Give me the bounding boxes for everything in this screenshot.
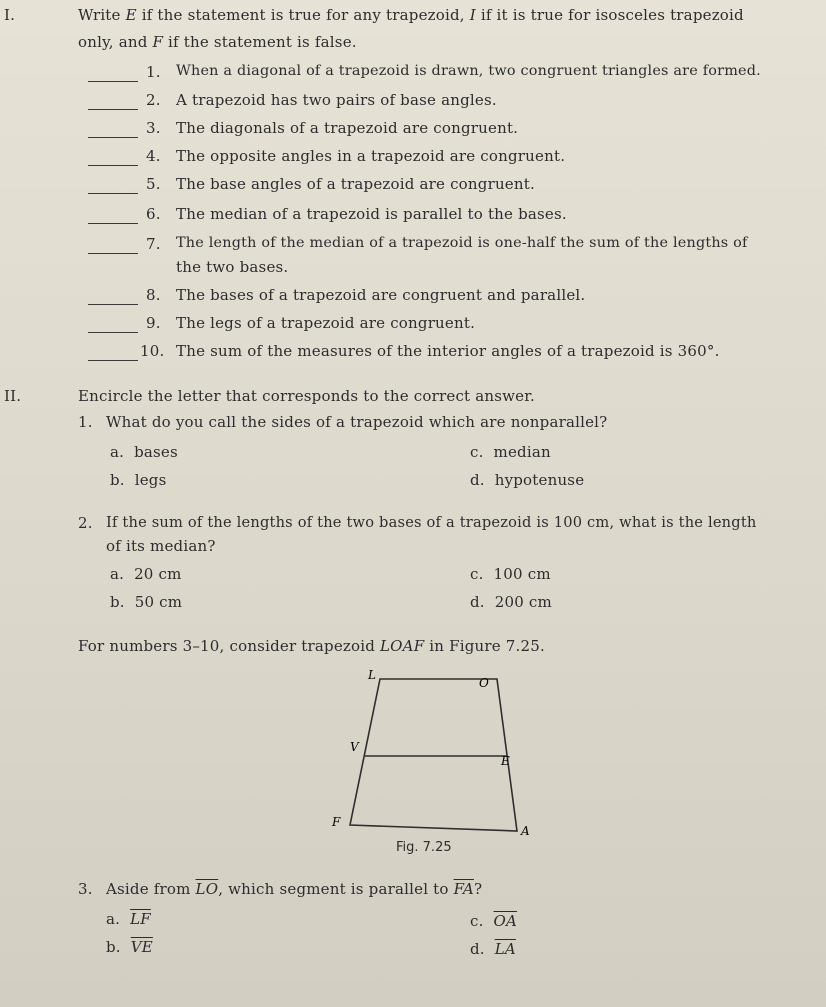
q3-text: Aside from $\overline{LO}$, which segment is parallel to $\overline{FA}$? <box>106 880 483 898</box>
answer-blank-7[interactable] <box>88 253 138 254</box>
q2-option-c[interactable]: c. 100 cm <box>470 565 551 583</box>
item-2-text: A trapezoid has two pairs of base angles. <box>176 91 497 109</box>
item-6-text: The median of a trapezoid is parallel to the bases. <box>176 205 567 223</box>
q3-option-c[interactable]: c. $\overline{OA}$ <box>470 912 518 930</box>
item-3-number: 3. <box>146 119 161 137</box>
item-8-text: The bases of a trapezoid are congruent and parallel. <box>176 286 586 304</box>
answer-blank-8[interactable] <box>88 304 138 305</box>
q2-text: If the sum of the lengths of the two bases of a trapezoid is 100 cm, what is the length <box>106 514 757 531</box>
point-e: E <box>501 754 510 768</box>
figure-caption: Fig. 7.25 <box>396 840 452 855</box>
item-7-text: The length of the median of a trapezoid is one-half the sum of the lengths of <box>176 235 748 251</box>
item-1-text: When a diagonal of a trapezoid is drawn, two congruent triangles are formed. <box>176 63 761 79</box>
q1-option-c[interactable]: c. median <box>470 443 551 461</box>
item-7-text-cont: the two bases. <box>176 258 289 276</box>
q1-option-b[interactable]: b. legs <box>110 471 167 489</box>
item-9-text: The legs of a trapezoid are congruent. <box>176 314 476 332</box>
q3-option-d[interactable]: d. $\overline{LA}$ <box>470 940 516 958</box>
answer-blank-3[interactable] <box>88 137 138 138</box>
q2-option-b[interactable]: b. 50 cm <box>110 593 183 611</box>
item-7-number: 7. <box>146 235 161 253</box>
vertex-a: A <box>521 824 530 838</box>
item-10-number: 10. <box>140 342 165 360</box>
item-8-number: 8. <box>146 286 161 304</box>
q1-text: What do you call the sides of a trapezoid which are nonparallel? <box>106 413 608 431</box>
part1-number: I. <box>4 6 16 24</box>
trapezoid-loaf <box>350 679 517 831</box>
vertex-l: L <box>368 670 376 682</box>
answer-blank-6[interactable] <box>88 223 138 224</box>
item-5-number: 5. <box>146 175 161 193</box>
q1-option-a[interactable]: a. bases <box>110 443 178 461</box>
answer-blank-1[interactable] <box>88 81 138 82</box>
part2-number: II. <box>4 387 22 405</box>
q2-text-cont: of its median? <box>106 537 216 555</box>
item-3-text: The diagonals of a trapezoid are congruent. <box>176 119 519 137</box>
trapezoid-figure <box>320 670 550 860</box>
figure-context: For numbers 3–10, consider trapezoid LOAF in Figure 7.25. <box>78 637 545 655</box>
item-6-number: 6. <box>146 205 161 223</box>
q3-option-b[interactable]: b. $\overline{VE}$ <box>106 938 153 956</box>
item-5-text: The base angles of a trapezoid are congruent. <box>176 175 535 193</box>
answer-blank-2[interactable] <box>88 109 138 110</box>
item-1-number: 1. <box>146 63 161 81</box>
part1-instruction-line1: Write E if the statement is true for any trapezoid, I if it is true for isosceles trapezoid <box>78 6 744 24</box>
part2-instruction: Encircle the letter that corresponds to the correct answer. <box>78 387 535 405</box>
q1-option-d[interactable]: d. hypotenuse <box>470 471 585 489</box>
q3-number: 3. <box>78 880 93 898</box>
point-v: V <box>350 740 359 754</box>
answer-blank-4[interactable] <box>88 165 138 166</box>
item-10-text: The sum of the measures of the interior angles of a trapezoid is 360°. <box>176 342 720 360</box>
answer-blank-5[interactable] <box>88 193 138 194</box>
q1-number: 1. <box>78 413 93 431</box>
q3-option-a[interactable]: a. $\overline{LF}$ <box>106 910 151 928</box>
item-4-text: The opposite angles in a trapezoid are congruent. <box>176 147 566 165</box>
item-9-number: 9. <box>146 314 161 332</box>
q2-number: 2. <box>78 514 93 532</box>
item-4-number: 4. <box>146 147 161 165</box>
answer-blank-9[interactable] <box>88 332 138 333</box>
vertex-f: F <box>332 815 341 829</box>
item-2-number: 2. <box>146 91 161 109</box>
q2-option-d[interactable]: d. 200 cm <box>470 593 552 611</box>
part1-instruction-line2: only, and F if the statement is false. <box>78 33 357 51</box>
answer-blank-10[interactable] <box>88 360 138 361</box>
vertex-o: O <box>479 676 489 690</box>
q2-option-a[interactable]: a. 20 cm <box>110 565 182 583</box>
